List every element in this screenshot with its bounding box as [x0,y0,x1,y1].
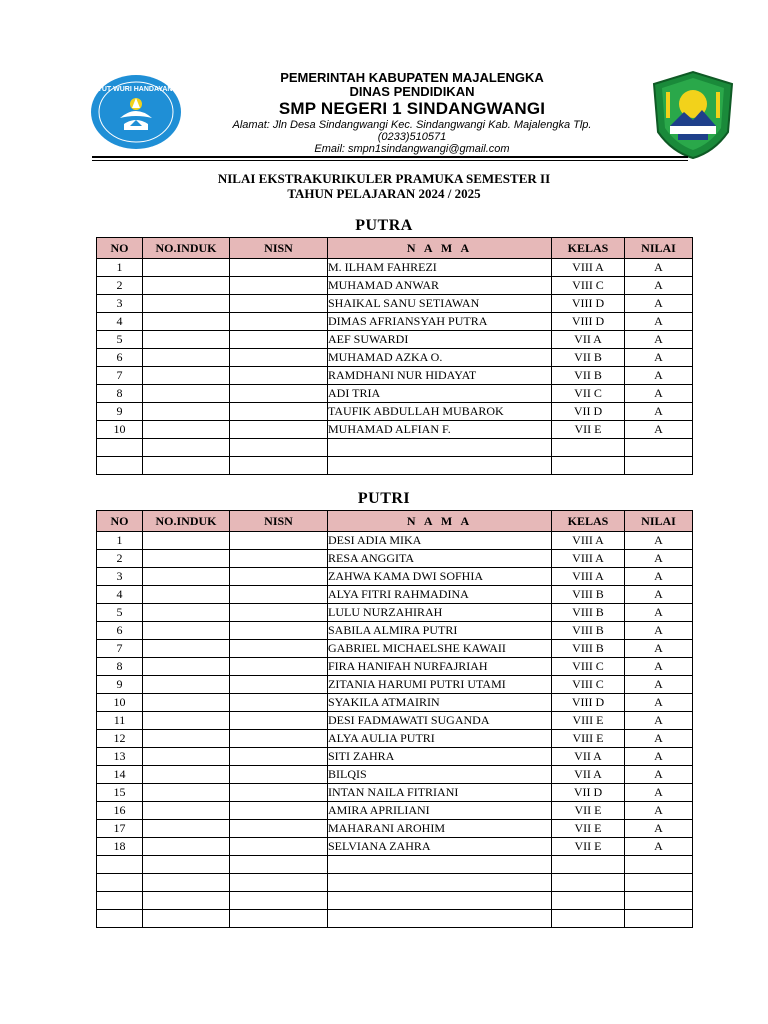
cell-no-induk [143,856,230,874]
section-title-putri: PUTRI [357,490,411,507]
cell-kelas: VIII B [552,586,625,604]
logo-left-text: TUT WURI HANDAYANI [97,86,175,93]
cell-no-induk [143,748,230,766]
table-row [97,532,693,550]
table-row [97,694,693,712]
cell-no [97,457,143,475]
cell-nilai: A [625,586,693,604]
cell-no-induk [143,820,230,838]
cell-nilai: A [625,604,693,622]
cell-no-induk [143,568,230,586]
document-title-line2: TAHUN PELAJARAN 2024 / 2025 [287,186,481,201]
cell-no: 2 [97,550,143,568]
cell-nama: ZAHWA KAMA DWI SOFHIA [328,568,552,586]
table-row [97,604,693,622]
table-row [97,586,693,604]
cell-no-induk [143,892,230,910]
cell-no-induk [143,457,230,475]
cell-no [97,892,143,910]
table-row [97,748,693,766]
cell-no: 8 [97,658,143,676]
putri-table [96,510,693,928]
cell-no: 4 [97,586,143,604]
cell-kelas: VII E [552,820,625,838]
cell-no: 1 [97,532,143,550]
cell-nilai: A [625,550,693,568]
cell-nisn [230,622,328,640]
cell-nilai: A [625,748,693,766]
cell-kelas [552,892,625,910]
document-title-line1: NILAI EKSTRAKURIKULER PRAMUKA SEMESTER II [217,171,551,186]
cell-kelas: VII D [552,403,625,421]
cell-nilai: A [625,259,693,277]
letterhead-divider-thick [92,156,688,158]
cell-no-induk [143,313,230,331]
cell-kelas: VII D [552,784,625,802]
cell-kelas: VIII D [552,694,625,712]
cell-no: 10 [97,694,143,712]
cell-nama: ADI TRIA [328,385,552,403]
cell-no-induk [143,421,230,439]
cell-nisn [230,457,328,475]
cell-kelas: VIII E [552,712,625,730]
table-row [97,439,693,457]
cell-no [97,856,143,874]
school-name: SMP NEGERI 1 SINDANGWANGI [278,99,546,118]
cell-kelas: VIII D [552,295,625,313]
cell-nama [328,874,552,892]
cell-nama: MUHAMAD ANWAR [328,277,552,295]
cell-no: 9 [97,403,143,421]
table-row [97,658,693,676]
cell-kelas: VII A [552,766,625,784]
table-row [97,730,693,748]
cell-no-induk [143,658,230,676]
cell-kelas: VIII C [552,676,625,694]
cell-kelas: VII E [552,802,625,820]
cell-kelas [552,457,625,475]
cell-nama: MUHAMAD ALFIAN F. [328,421,552,439]
cell-nilai: A [625,766,693,784]
cell-nama: RESA ANGGITA [328,550,552,568]
cell-nilai: A [625,622,693,640]
cell-kelas: VIII A [552,568,625,586]
table-row [97,820,693,838]
table-row [97,385,693,403]
cell-no-induk [143,604,230,622]
table-row [97,766,693,784]
cell-nama: DIMAS AFRIANSYAH PUTRA [328,313,552,331]
column-header-no-induk: NO.INDUK [143,511,230,532]
cell-no-induk [143,439,230,457]
letterhead-divider-thin [92,160,688,161]
table-row [97,784,693,802]
cell-nama: MAHARANI AROHIM [328,820,552,838]
column-header-nisn: NISN [230,511,328,532]
cell-nisn [230,439,328,457]
table-row [97,349,693,367]
table-row [97,367,693,385]
cell-no [97,910,143,928]
cell-no: 18 [97,838,143,856]
cell-no: 15 [97,784,143,802]
table-header-row [97,511,693,532]
cell-kelas: VII E [552,838,625,856]
cell-kelas: VIII A [552,532,625,550]
cell-nama: DESI FADMAWATI SUGANDA [328,712,552,730]
table-row [97,640,693,658]
cell-kelas: VIII B [552,604,625,622]
cell-no-induk [143,385,230,403]
government-name: PEMERINTAH KABUPATEN MAJALENGKA [280,70,544,85]
cell-nilai [625,874,693,892]
cell-kelas: VII B [552,367,625,385]
table-row [97,712,693,730]
cell-nisn [230,748,328,766]
table-row [97,874,693,892]
cell-no: 4 [97,313,143,331]
table-row [97,622,693,640]
tut-wuri-handayani-logo-icon [90,74,182,150]
cell-kelas: VII C [552,385,625,403]
cell-nisn [230,313,328,331]
cell-kelas: VIII E [552,730,625,748]
cell-no-induk [143,712,230,730]
cell-nilai: A [625,676,693,694]
cell-nilai: A [625,694,693,712]
cell-no-induk [143,802,230,820]
cell-nama: SITI ZAHRA [328,748,552,766]
cell-kelas: VIII D [552,313,625,331]
cell-nama: ZITANIA HARUMI PUTRI UTAMI [328,676,552,694]
cell-nilai: A [625,658,693,676]
cell-nilai: A [625,712,693,730]
cell-no: 11 [97,712,143,730]
cell-nama [328,856,552,874]
document-title [0,171,768,201]
table-row [97,403,693,421]
cell-kelas [552,439,625,457]
cell-nisn [230,568,328,586]
cell-no-induk [143,766,230,784]
cell-nama: DESI ADIA MIKA [328,532,552,550]
cell-nama: M. ILHAM FAHREZI [328,259,552,277]
cell-kelas: VII B [552,349,625,367]
cell-nisn [230,349,328,367]
school-email: Email: smpn1sindangwangi@gmail.com [314,143,510,155]
table-row [97,568,693,586]
putra-table [96,237,693,475]
cell-nilai [625,856,693,874]
table-row [97,331,693,349]
table-row [97,295,693,313]
cell-nisn [230,910,328,928]
cell-no: 12 [97,730,143,748]
column-header-nama: N A M A [328,238,552,259]
column-header-no-induk: NO.INDUK [143,238,230,259]
table-row [97,550,693,568]
cell-nama: TAUFIK ABDULLAH MUBAROK [328,403,552,421]
table-row [97,838,693,856]
cell-no-induk [143,586,230,604]
cell-nilai: A [625,313,693,331]
cell-kelas: VIII C [552,658,625,676]
cell-no-induk [143,331,230,349]
column-header-kelas: KELAS [552,238,625,259]
table-row [97,892,693,910]
cell-nisn [230,838,328,856]
cell-no-induk [143,349,230,367]
cell-no-induk [143,640,230,658]
letterhead-text [190,71,634,156]
cell-no: 3 [97,295,143,313]
cell-nisn [230,676,328,694]
cell-no: 10 [97,421,143,439]
putra-table-body [97,259,693,475]
cell-no-induk [143,694,230,712]
cell-nilai [625,457,693,475]
cell-nisn [230,802,328,820]
cell-no-induk [143,874,230,892]
cell-kelas: VIII B [552,640,625,658]
cell-no: 2 [97,277,143,295]
cell-no-induk [143,730,230,748]
cell-nama: ALYA AULIA PUTRI [328,730,552,748]
cell-nisn [230,586,328,604]
cell-nilai: A [625,784,693,802]
column-header-no: NO [97,511,143,532]
cell-no: 7 [97,640,143,658]
cell-nilai: A [625,331,693,349]
cell-nisn [230,784,328,802]
cell-no [97,874,143,892]
table-row [97,313,693,331]
column-header-nisn: NISN [230,238,328,259]
cell-nama [328,892,552,910]
cell-nama: SABILA ALMIRA PUTRI [328,622,552,640]
cell-no-induk [143,622,230,640]
cell-no-induk [143,910,230,928]
cell-nama: AEF SUWARDI [328,331,552,349]
cell-kelas: VIII A [552,259,625,277]
cell-no: 6 [97,349,143,367]
cell-no-induk [143,367,230,385]
cell-nama: AMIRA APRILIANI [328,802,552,820]
cell-nama [328,910,552,928]
column-header-nilai: NILAI [625,511,693,532]
cell-no: 9 [97,676,143,694]
cell-nisn [230,277,328,295]
cell-nama: BILQIS [328,766,552,784]
cell-nisn [230,604,328,622]
cell-kelas: VII E [552,421,625,439]
cell-nilai: A [625,277,693,295]
majalengka-emblem-icon [648,70,738,160]
cell-nama: FIRA HANIFAH NURFAJRIAH [328,658,552,676]
cell-kelas: VIII A [552,550,625,568]
cell-nisn [230,856,328,874]
cell-nisn [230,658,328,676]
cell-nilai: A [625,403,693,421]
cell-no: 16 [97,802,143,820]
table-row [97,856,693,874]
table-row [97,802,693,820]
cell-no: 7 [97,367,143,385]
cell-kelas [552,874,625,892]
cell-kelas: VIII B [552,622,625,640]
cell-nama [328,457,552,475]
cell-no: 5 [97,604,143,622]
cell-nisn [230,421,328,439]
cell-nilai: A [625,820,693,838]
cell-nama: GABRIEL MICHAELSHE KAWAII [328,640,552,658]
cell-nisn [230,385,328,403]
table-header-row [97,238,693,259]
cell-nama: INTAN NAILA FITRIANI [328,784,552,802]
cell-no: 6 [97,622,143,640]
cell-nama: ALYA FITRI RAHMADINA [328,586,552,604]
cell-no-induk [143,532,230,550]
cell-nisn [230,730,328,748]
cell-no-induk [143,277,230,295]
putri-table-body [97,532,693,928]
cell-no-induk [143,403,230,421]
column-header-no: NO [97,238,143,259]
cell-nama: MUHAMAD AZKA O. [328,349,552,367]
cell-nilai: A [625,385,693,403]
cell-nilai: A [625,532,693,550]
cell-kelas: VII A [552,331,625,349]
cell-no-induk [143,295,230,313]
cell-nisn [230,331,328,349]
table-row [97,277,693,295]
cell-nisn [230,259,328,277]
cell-nilai: A [625,349,693,367]
cell-nisn [230,874,328,892]
cell-no: 1 [97,259,143,277]
cell-no: 8 [97,385,143,403]
cell-nisn [230,550,328,568]
cell-kelas: VIII C [552,277,625,295]
cell-nama: SHAIKAL SANU SETIAWAN [328,295,552,313]
cell-nilai [625,910,693,928]
cell-no: 14 [97,766,143,784]
cell-nisn [230,295,328,313]
table-row [97,457,693,475]
cell-nisn [230,532,328,550]
school-address: Alamat: Jln Desa Sindangwangi Kec. Sindangwangi Kab. Majalengka Tlp. [232,119,592,131]
column-header-nilai: NILAI [625,238,693,259]
letterhead [0,68,768,160]
table-row [97,676,693,694]
cell-no-induk [143,259,230,277]
cell-nama: RAMDHANI NUR HIDAYAT [328,367,552,385]
cell-nilai: A [625,367,693,385]
cell-no-induk [143,676,230,694]
cell-kelas [552,856,625,874]
cell-nilai: A [625,421,693,439]
table-row [97,421,693,439]
cell-nisn [230,766,328,784]
column-header-nama: N A M A [328,511,552,532]
cell-no: 13 [97,748,143,766]
table-row [97,910,693,928]
cell-no [97,439,143,457]
cell-nama: LULU NURZAHIRAH [328,604,552,622]
cell-nilai: A [625,295,693,313]
cell-nilai [625,439,693,457]
cell-nisn [230,892,328,910]
cell-nilai: A [625,802,693,820]
cell-nilai: A [625,838,693,856]
cell-nisn [230,640,328,658]
cell-nilai: A [625,730,693,748]
cell-kelas [552,910,625,928]
column-header-kelas: KELAS [552,511,625,532]
cell-kelas: VII A [552,748,625,766]
department-name: DINAS PENDIDIKAN [349,84,475,99]
cell-no: 5 [97,331,143,349]
cell-no-induk [143,784,230,802]
cell-nisn [230,694,328,712]
cell-nilai: A [625,640,693,658]
cell-nama: SELVIANA ZAHRA [328,838,552,856]
table-row [97,259,693,277]
cell-nisn [230,712,328,730]
cell-nisn [230,820,328,838]
cell-nama: SYAKILA ATMAIRIN [328,694,552,712]
cell-nisn [230,403,328,421]
cell-nilai [625,892,693,910]
section-title-putra: PUTRA [355,217,413,234]
cell-nama [328,439,552,457]
cell-no: 17 [97,820,143,838]
cell-no: 3 [97,568,143,586]
school-phone: (0233)510571 [377,131,447,143]
cell-no-induk [143,838,230,856]
cell-no-induk [143,550,230,568]
cell-nisn [230,367,328,385]
cell-nilai: A [625,568,693,586]
